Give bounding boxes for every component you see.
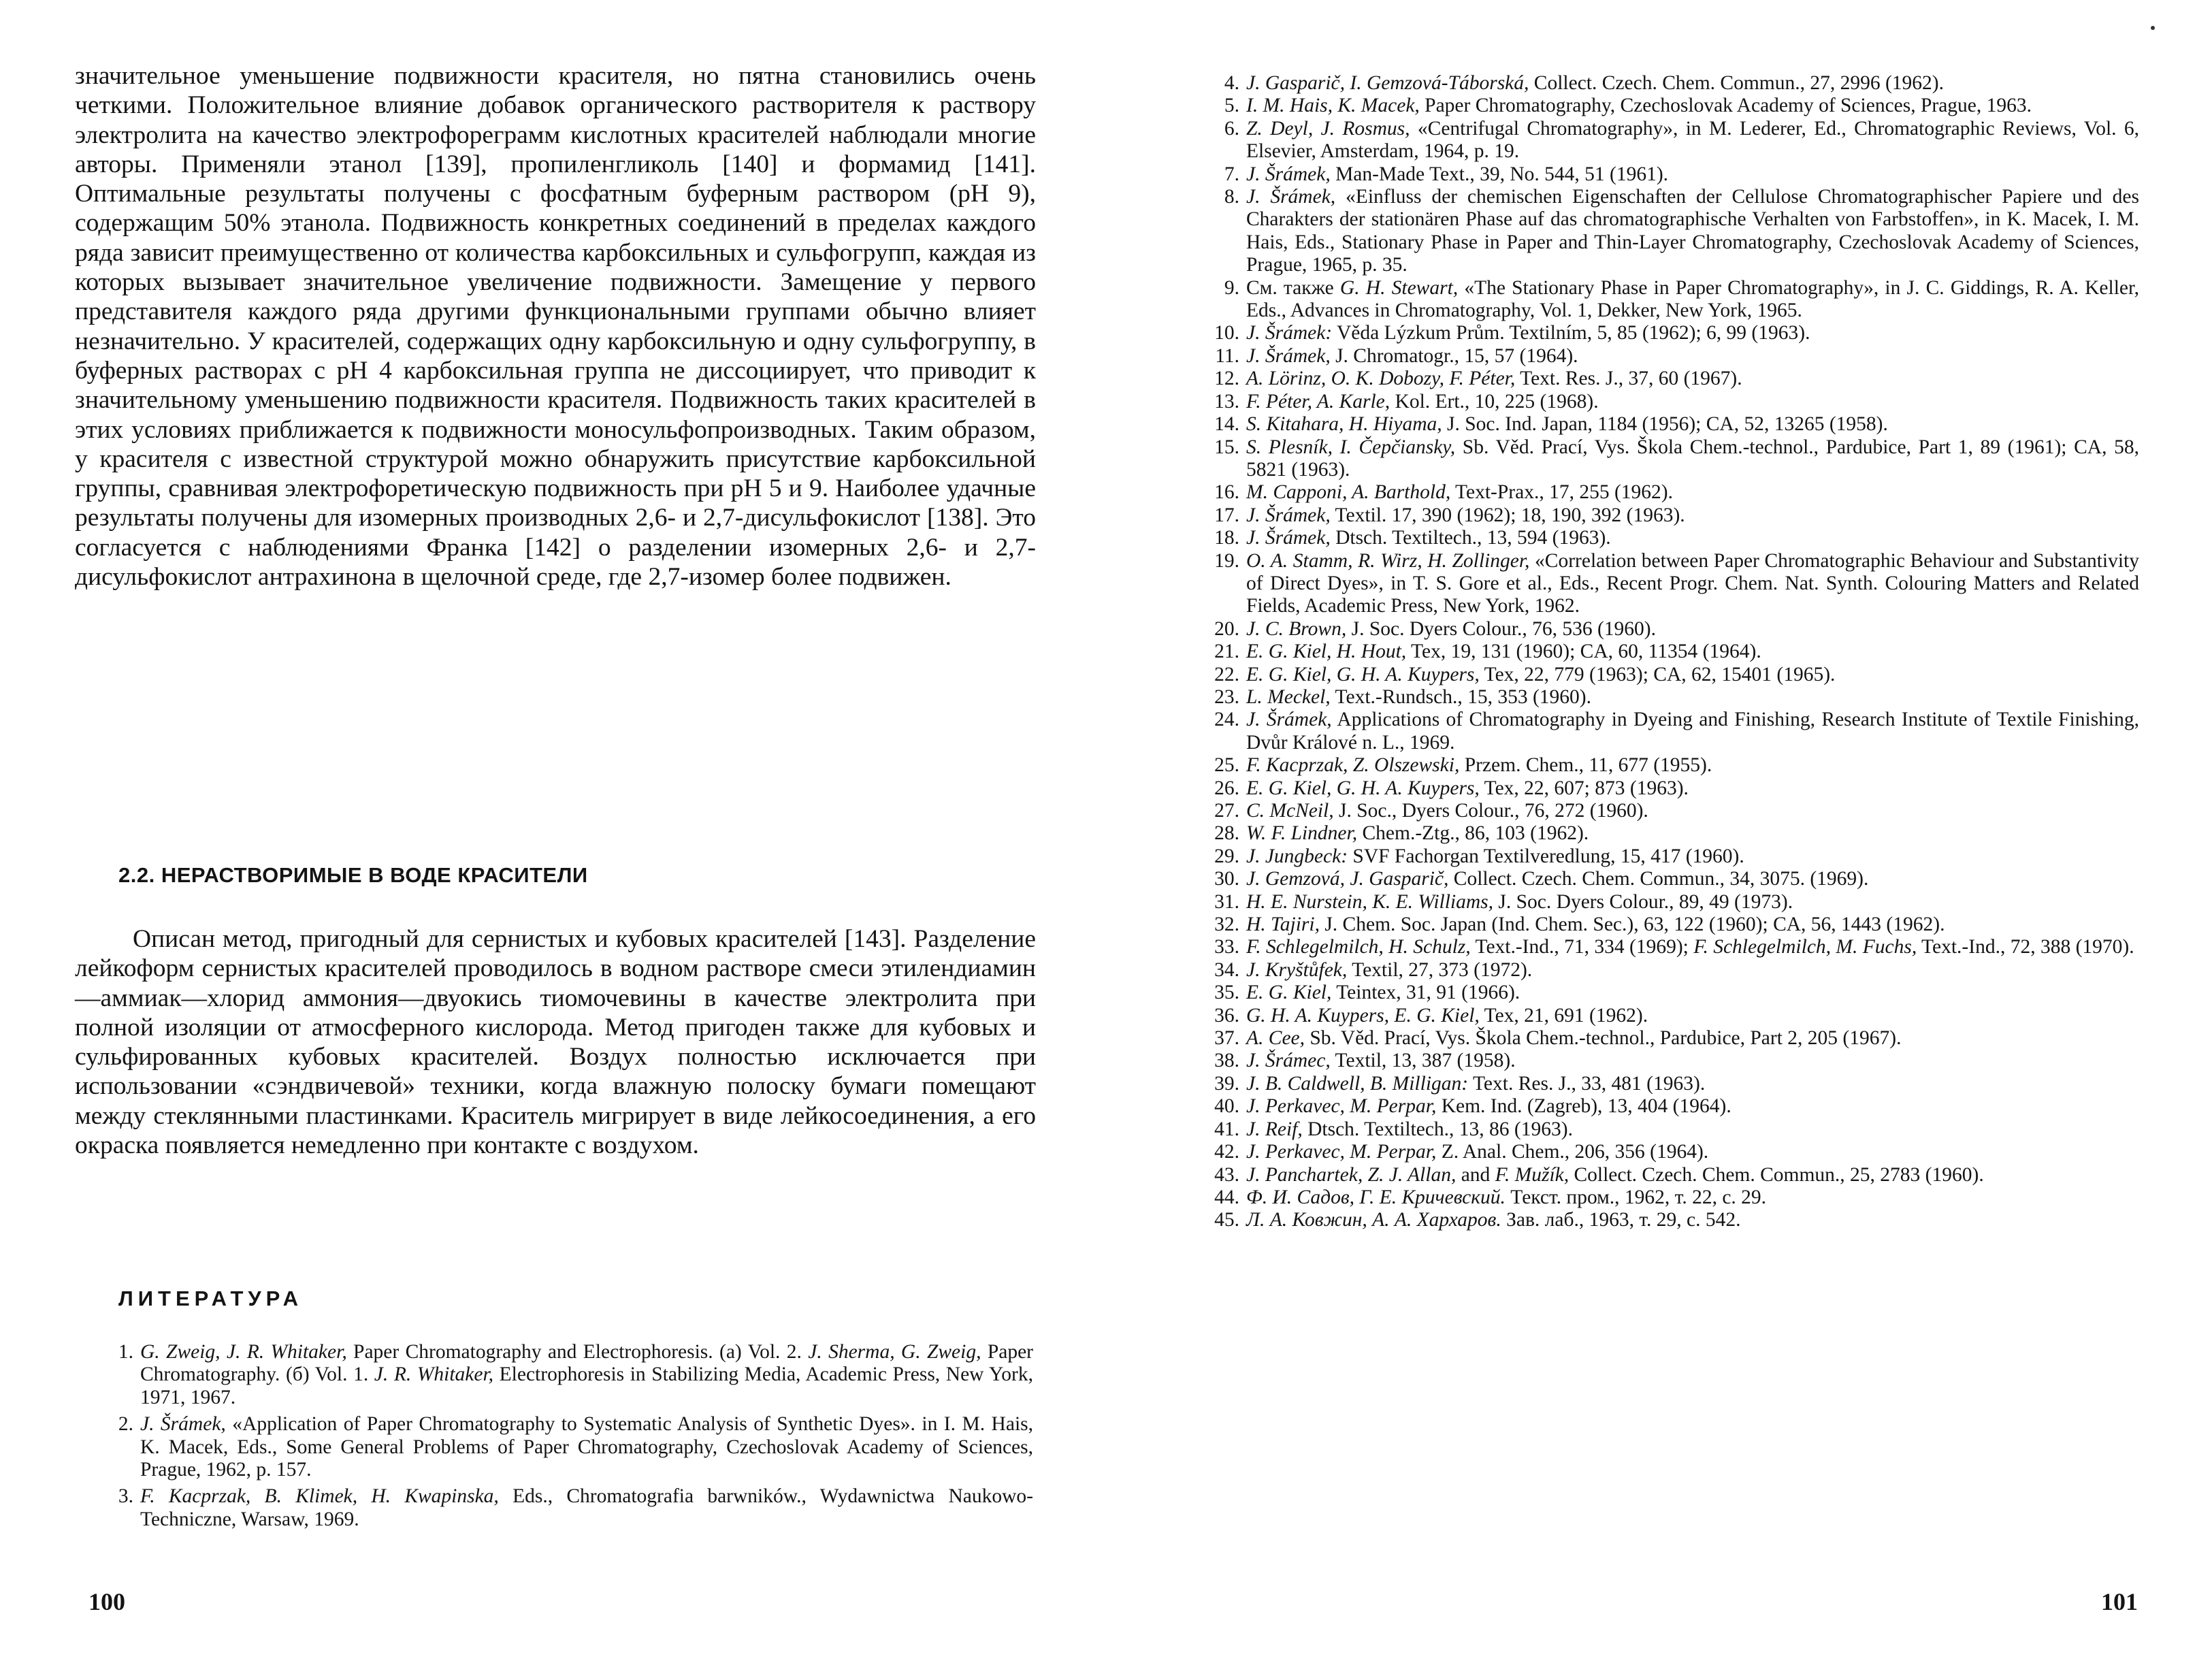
reference-authors: J. Reif, [1246,1118,1303,1140]
reference-item [1207,322,2139,344]
reference-authors: H. E. Nurstein, K. E. Williams, [1246,890,1494,913]
reference-authors: J. R. Whitaker, [374,1363,494,1386]
reference-text: Collect. Czech. Chem. Commun., 25, 2783 (1960). [1569,1163,1984,1186]
reference-number: 41. [1214,1118,1239,1140]
reference-authors: J. Šrámek: [1246,322,1333,344]
reference-number: 11. [1215,344,1239,367]
reference-authors: G. H. A. Kuypers, E. G. Kiel, [1246,1004,1480,1027]
reference-item [1207,118,2139,163]
reference-item [1207,1073,2139,1095]
reference-authors: F. Péter, A. Karle, [1246,390,1390,413]
reference-number: 29. [1214,845,1239,867]
reference-number: 10. [1214,322,1239,344]
reference-authors: J. Sherma, G. Zweig, [808,1341,981,1363]
reference-authors: Ф. И. Садов, Г. Е. Кричевский. [1246,1186,1506,1208]
reference-item [1207,550,2139,618]
reference-text: Applications of Chromatography in Dyeing and Finishing, Research Institute of Textile Finishing, Dvůr Králové n. L., 1969. [1246,709,2139,754]
reference-authors: F. Schlegelmilch, M. Fuchs, [1693,936,1917,958]
reference-item [1207,1186,2139,1209]
reference-text: Tex, 22, 779 (1963); CA, 62, 15401 (1965). [1479,663,1836,685]
reference-item [1207,391,2139,413]
reference-number: 40. [1214,1095,1239,1118]
reference-text: Tex, 21, 691 (1962). [1479,1004,1648,1027]
reference-item [1207,1118,2139,1141]
reference-number: 38. [1214,1050,1239,1072]
reference-text: «Application of Paper Chromatography to Systematic Analysis of Synthetic Dyes». in I. M. Hais, K. Macek, Eds., Some General Problems of Paper Chromatography, Czechoslovak Academy of Sciences, Prague, 1962, p. 157. [140,1413,1033,1481]
reference-text: Kem. Ind. (Zagreb), 13, 404 (1964). [1436,1095,1731,1118]
reference-item [101,1413,1033,1481]
reference-number: 26. [1214,777,1239,799]
reference-authors: J. Šrámek, [1246,344,1331,367]
reference-text: Paper Chromatography, Czechoslovak Academy of Sciences, Prague, 1963. [1419,95,2032,117]
reference-number: 36. [1214,1004,1239,1027]
reference-authors: Z. Deyl, J. Rosmus, [1246,117,1410,140]
reference-number: 25. [1214,754,1239,777]
reference-authors: J. Jungbeck: [1246,845,1348,867]
reference-item [101,1485,1033,1531]
reference-item [101,1341,1033,1409]
reference-item [1207,1141,2139,1163]
reference-item [1207,618,2139,641]
reference-text: «Einfluss der chemischen Eigenschaften der Cellulose Chromatographischer Papiere und des Charakters der stationären Phase auf das chromatographische Verhalten von Farbstoffen», in K. Macek, I. M. Hais, Eds., Stationary Phase in Paper and Thin-Layer Chromatography, Czechoslovak Academy of Sciences, Prague, 1965, p. 35. [1246,186,2139,276]
reference-text: Sb. Věd. Prací, Vys. Škola Chem.-technol., Pardubice, Part 1, 89 (1961); CA, 58, 5821 (1963). [1246,436,2139,481]
reference-text: J. Chem. Soc. Japan (Ind. Chem. Sec.), 63, 122 (1960); CA, 56, 1443 (1962). [1319,914,1945,936]
reference-item [1207,709,2139,754]
reference-number: 42. [1214,1141,1239,1163]
reference-text: Z. Anal. Chem., 206, 356 (1964). [1436,1141,1709,1163]
reference-text: Textil, 13, 387 (1958). [1330,1050,1516,1072]
reference-number: 13. [1214,390,1239,413]
reference-item [1207,686,2139,709]
reference-authors: E. G. Kiel, G. H. A. Kuypers, [1246,777,1480,799]
reference-item [1207,481,2139,504]
reference-item [1207,1005,2139,1027]
reference-text: J. Chromatogr., 15, 57 (1964). [1330,344,1578,367]
reference-number: 20. [1214,617,1239,640]
reference-number: 4. [1224,72,1239,94]
reference-number: 2. [118,1413,133,1436]
reference-number: 44. [1214,1186,1239,1208]
reference-number: 35. [1214,982,1239,1004]
reference-number: 32. [1214,914,1239,936]
reference-authors: J. Šrámek, [140,1413,226,1436]
reference-item [1207,982,2139,1004]
reference-text: Man-Made Text., 39, No. 544, 51 (1961). [1330,163,1669,185]
reference-authors: S. Plesník, I. Čepčiansky, [1246,436,1456,458]
reference-item [1207,345,2139,368]
reference-number: 12. [1214,368,1239,390]
reference-text: SVF Fachorgan Textilveredlung, 15, 417 (1960). [1348,845,1744,867]
reference-number: 3. [118,1485,133,1508]
body-paragraph-2: Описан метод, пригодный для сернистых и кубовых красителей [143]. Разделение лейкоформ сернистых красителей проводилось в водном растворе смеси этилендиамин—аммиак—хлорид аммония—двуокись тиомочевины в качестве электролита при полной изоляции от атмосферного кислорода. Метод пригоден также для кубовых и сульфированных кубовых красителей. Воздух полностью исключается при использовании «сэндвичевой» техники, когда влажную полоску бумаги помещают между стеклянными пластинками. Краситель мигрирует в виде лейкосоединения, а его окраска появляется немедленно при контакте с воздухом. [75,925,1036,1160]
reference-text: Paper Chromatography. (б) Vol. 1. [140,1341,1033,1386]
reference-authors: C. McNeil, [1246,800,1334,822]
reference-text: См. также [1246,276,1340,299]
reference-number: 6. [1224,117,1239,140]
reference-item [1207,1209,2139,1231]
reference-number: 27. [1214,800,1239,822]
reference-authors: A. Cee, [1246,1027,1305,1050]
reference-authors: J. Šrámek, [1246,163,1331,185]
reference-authors: J. Perkavec, M. Perpar, [1246,1141,1437,1163]
reference-item [1207,891,2139,914]
reference-text: J. Soc. Dyers Colour., 89, 49 (1973). [1493,890,1793,913]
reference-authors: F. Kacprzak, Z. Olszewski, [1246,754,1460,777]
reference-item [1207,1095,2139,1118]
reference-authors: E. G. Kiel, H. Hout, [1246,641,1407,663]
reference-authors: M. Capponi, A. Barthold, [1246,481,1451,504]
body-paragraph-1: значительное уменьшение подвижности красителя, но пятна становились очень четкими. Положительное влияние добавок органического растворителя к раствору электролита на качество электрофореграмм кислотных красителей наблюдали многие авторы. Применяли этанол [139], пропиленгликоль [140] и формамид [141]. Оптимальные результаты получены с фосфатным буферным раствором (рН 9), содержащим 50% этанола. Подвижность конкретных соединений в пределах каждого ряда зависит преимущественно от количества карбоксильных и сульфогрупп, каждая из которых вызывает значительное увеличение подвижности. Замещение у первого представителя каждого ряда другими функциональными группами обычно влияет незначительно. У красителей, содержащих одну карбоксильную и одну сульфогруппу, в буферных растворах с рН 4 карбоксильная группа не диссоциирует, что приводит к значительному уменьшению подвижности красителя. Подвижность таких красителей в этих условиях приближается к подвижности моносульфопроизводных. Таким образом, у красителя с известной структурой можно обнаружить присутствие карбоксильной группы, сравнивая электрофоретическую подвижность при рН 5 и 9. Наиболее удачные результаты получены для изомерных производных 2,6- и 2,7-дисульфокислот [138]. Это согласуется с наблюдениями Франка [142] о разделении изомерных 2,6- и 2,7-дисульфокислот антрахинона в щелочной среде, где 2,7-изомер более подвижен. [75,62,1036,592]
reference-item [1207,845,2139,868]
reference-authors: J. Šrámek, [1246,709,1332,731]
literature-heading: ЛИТЕРАТУРА [118,1287,304,1310]
reference-authors: G. Zweig, J. R. Whitaker, [140,1341,347,1363]
reference-list-right [1207,72,2139,1232]
reference-text: «Centrifugal Chromatography», in M. Lederer, Ed., Chromatographic Reviews, Vol. 6, Elsevier, Amsterdam, 1964, p. 19. [1246,117,2139,163]
reference-authors: L. Meckel, [1246,685,1331,708]
reference-text: Collect. Czech. Chem. Commun., 34, 3075. (1969). [1448,868,1869,890]
reference-number: 9. [1224,276,1239,299]
reference-text: Electrophoresis in Stabilizing Media, Academic Press, New York, 1971, 1967. [140,1363,1034,1408]
reference-item [1207,413,2139,436]
reference-text: Tex, 22, 607; 873 (1963). [1479,777,1689,799]
print-speck [2151,26,2155,30]
reference-item [1207,436,2139,482]
reference-item [1207,641,2139,663]
reference-authors: J. Šrámek, [1246,527,1331,549]
reference-text: «The Stationary Phase in Paper Chromatography», in J. C. Giddings, R. A. Keller, Eds., Advances in Chromatography, Vol. 1, Dekker, New York, 1965. [1246,276,2140,322]
reference-text: Przem. Chem., 11, 677 (1955). [1459,754,1712,777]
reference-item [1207,186,2139,277]
reference-item [1207,959,2139,982]
reference-number: 39. [1214,1072,1239,1095]
reference-number: 8. [1224,186,1239,208]
reference-number: 15. [1214,436,1239,458]
reference-authors: A. Lörinz, O. K. Dobozy, F. Péter, [1246,368,1516,390]
reference-authors: F. Schlegelmilch, H. Schulz, [1246,936,1471,958]
reference-number: 31. [1214,890,1239,913]
reference-authors: J. Gasparič, I. Gemzová-Táborská, [1246,72,1529,94]
reference-authors: J. C. Brown, [1246,617,1347,640]
reference-text: Eds., Chromatografia barwników., Wydawnictwa Naukowo-Techniczne, Warsaw, 1969. [140,1485,1033,1530]
reference-text: Text.-Ind., 71, 334 (1969); [1470,936,1694,958]
reference-item [1207,914,2139,936]
reference-authors: F. Kacprzak, B. Klimek, H. Kwapinska, [140,1485,499,1508]
reference-text: Chem.-Ztg., 86, 103 (1962). [1357,822,1589,845]
reference-authors: J. Šrámek, [1246,504,1331,526]
reference-item [1207,95,2139,117]
section-heading: 2.2. НЕРАСТВОРИМЫЕ В ВОДЕ КРАСИТЕЛИ [118,863,588,887]
reference-number: 33. [1214,936,1239,958]
reference-authors: J. Šrámec, [1246,1050,1331,1072]
reference-number: 21. [1214,641,1239,663]
reference-text: Текст. пром., 1962, т. 22, с. 29. [1505,1186,1767,1208]
reference-item [1207,936,2139,958]
reference-number: 45. [1214,1209,1239,1231]
reference-number: 1. [118,1341,133,1363]
reference-authors: H. Tajiri, [1246,914,1320,936]
reference-text: and [1456,1163,1495,1186]
page-number-right: 101 [2101,1588,2138,1615]
reference-item [1207,277,2139,323]
reference-text: Kol. Ert., 10, 225 (1968). [1390,390,1599,413]
reference-item [1207,163,2139,186]
reference-number: 30. [1214,868,1239,890]
reference-item [1207,822,2139,845]
reference-text: Зав. лаб., 1963, т. 29, с. 542. [1501,1209,1741,1231]
reference-item [1207,1164,2139,1186]
reference-authors: G. H. Stewart, [1339,276,1459,299]
reference-item [1207,72,2139,95]
reference-number: 7. [1224,163,1239,185]
reference-authors: J. Perkavec, M. Perpar, [1246,1095,1437,1118]
reference-number: 5. [1224,95,1239,117]
reference-item [1207,504,2139,527]
reference-authors: S. Kitahara, H. Hiyama, [1246,413,1442,436]
reference-number: 28. [1214,822,1239,845]
reference-item [1207,527,2139,549]
reference-authors: E. G. Kiel, G. H. A. Kuypers, [1246,663,1480,685]
reference-number: 23. [1214,685,1239,708]
reference-text: «Correlation between Paper Chromatographic Behaviour and Substantivity of Direct Dyes», in T. S. Gore et al., Eds., Recent Progr. Chem. Nat. Synth. Colouring Matters and Related Fields, Academic Press, New York, 1962. [1246,549,2139,617]
reference-number: 43. [1214,1163,1239,1186]
reference-text: Tex, 19, 131 (1960); CA, 60, 11354 (1964). [1406,641,1761,663]
reference-text: Textil. 17, 390 (1962); 18, 190, 392 (1963). [1330,504,1685,526]
reference-text: Text-Prax., 17, 255 (1962). [1450,481,1673,504]
reference-authors: J. B. Caldwell, B. Milligan: [1246,1072,1469,1095]
page-number-left: 100 [88,1588,125,1615]
reference-text: Sb. Věd. Prací, Vys. Škola Chem.-technol., Pardubice, Part 2, 205 (1967). [1305,1027,1902,1050]
reference-authors: J. Šrámek, [1246,186,1336,208]
reference-number: 19. [1214,549,1239,572]
reference-number: 16. [1214,481,1239,504]
reference-item [1207,664,2139,686]
reference-text: J. Soc., Dyers Colour., 76, 272 (1960). [1333,800,1648,822]
reference-text: J. Soc. Dyers Colour., 76, 536 (1960). [1346,617,1657,640]
reference-text: Dtsch. Textiltech., 13, 594 (1963). [1330,527,1611,549]
reference-authors: J. Gemzová, J. Gasparič, [1246,868,1449,890]
reference-number: 14. [1214,413,1239,436]
reference-text: Paper Chromatography and Electrophoresis. (а) Vol. 2. [346,1341,809,1363]
reference-text: J. Soc. Ind. Japan, 1184 (1956); CA, 52, 13265 (1958). [1442,413,1888,436]
reference-text: Text. Res. J., 33, 481 (1963). [1468,1072,1706,1095]
reference-text: Text.-Rundsch., 15, 353 (1960). [1330,685,1592,708]
reference-authors: J. Panchartek, Z. J. Allan, [1246,1163,1457,1186]
reference-authors: E. G. Kiel, [1246,982,1332,1004]
reference-item [1207,754,2139,777]
reference-number: 22. [1214,663,1239,685]
reference-item [1207,777,2139,800]
reference-text: Textil, 27, 373 (1972). [1347,958,1533,981]
reference-text: Teintex, 31, 91 (1966). [1331,982,1520,1004]
reference-number: 24. [1214,709,1239,731]
reference-authors: O. A. Stamm, R. Wirz, H. Zollinger, [1246,549,1530,572]
reference-item [1207,800,2139,822]
reference-text: Dtsch. Textiltech., 13, 86 (1963). [1302,1118,1573,1140]
reference-text: Text.-Ind., 72, 388 (1970). [1917,936,2134,958]
reference-authors: J. Kryštůfek, [1246,958,1348,981]
reference-authors: F. Mužík, [1495,1163,1569,1186]
reference-number: 34. [1214,958,1239,981]
reference-text: Text. Res. J., 37, 60 (1967). [1515,368,1742,390]
reference-number: 37. [1214,1027,1239,1050]
reference-number: 17. [1214,504,1239,526]
right-page [1106,0,2212,1665]
reference-authors: Л. А. Ковжин, А. А. Хархаров. [1246,1209,1501,1231]
reference-authors: I. M. Hais, K. Macek, [1246,95,1420,117]
reference-item [1207,1027,2139,1050]
reference-item [1207,1050,2139,1072]
reference-item [1207,368,2139,390]
reference-item [1207,868,2139,890]
reference-authors: W. F. Lindner, [1246,822,1358,845]
reference-text: Collect. Czech. Chem. Commun., 27, 2996 (1962). [1529,72,1944,94]
reference-text: Věda Lýzkum Prům. Textilním, 5, 85 (1962); 6, 99 (1963). [1332,322,1810,344]
reference-number: 18. [1214,527,1239,549]
reference-list-left [101,1341,1033,1535]
